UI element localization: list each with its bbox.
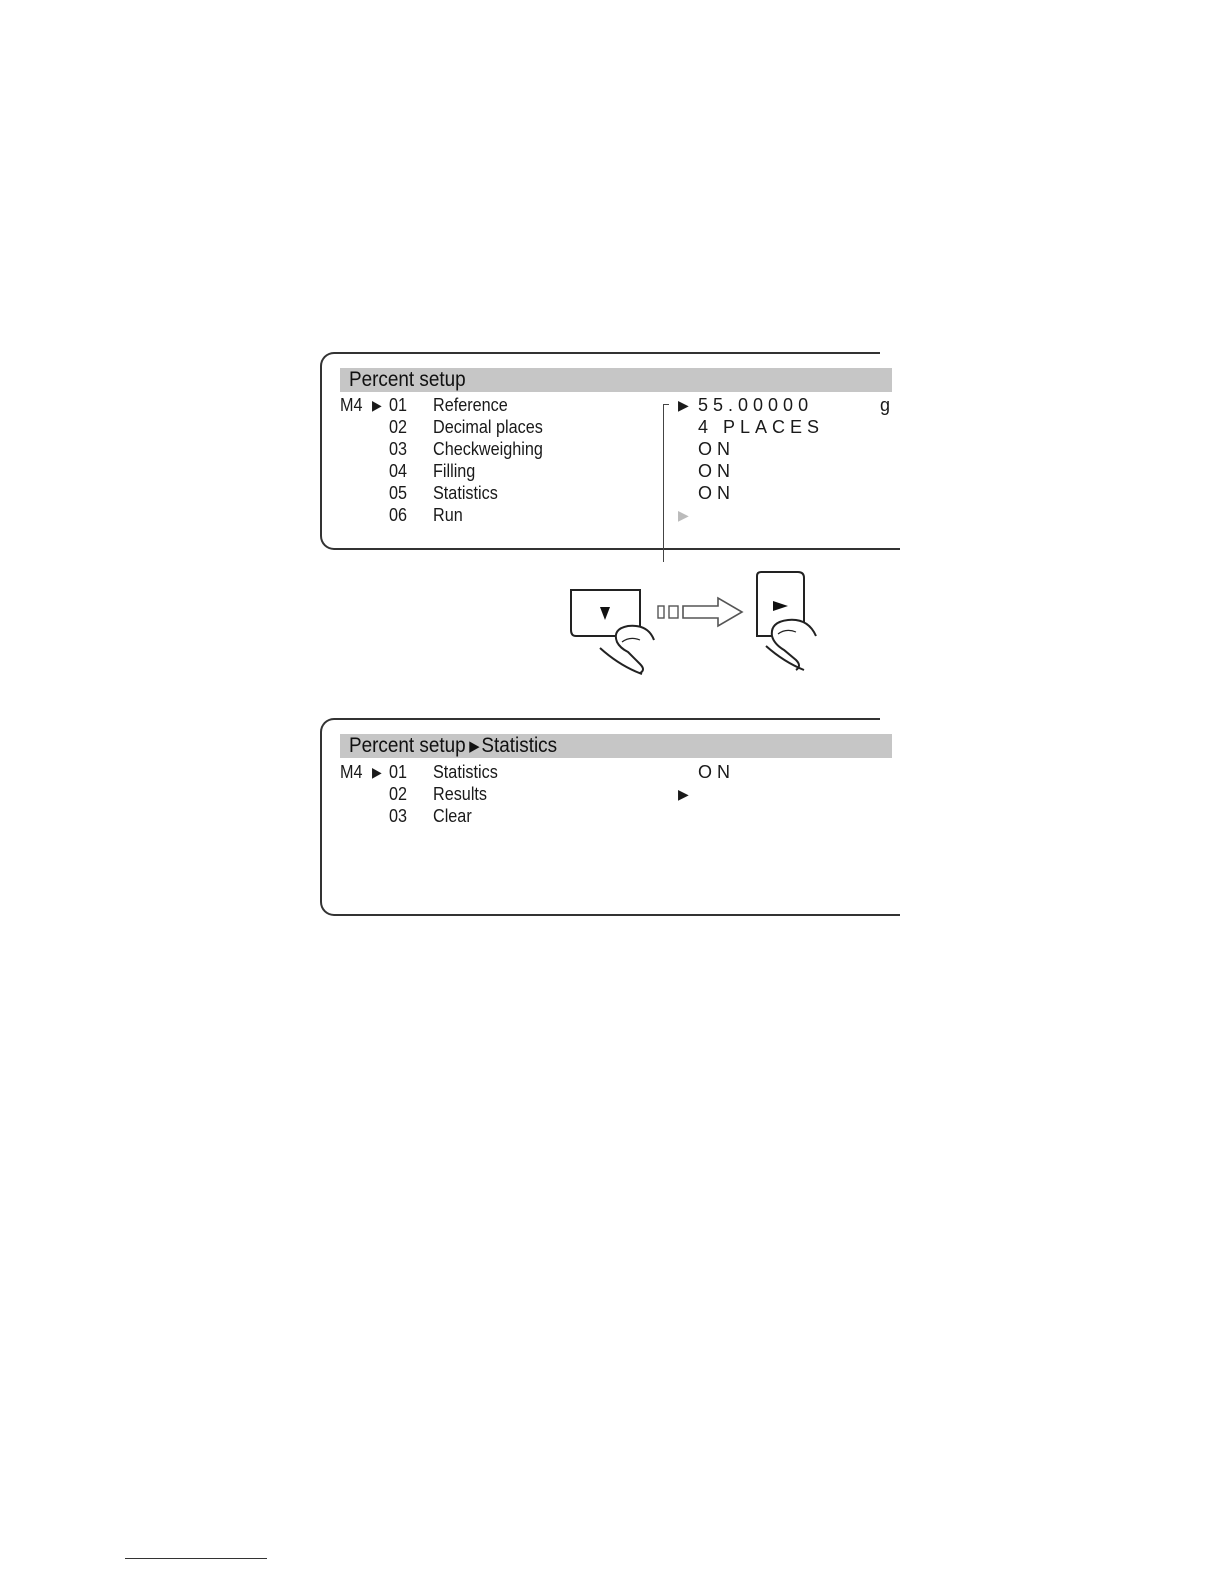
statistics-value: ON (698, 762, 735, 782)
menu-item-reference[interactable]: Reference (433, 395, 508, 415)
filling-value: ON (698, 461, 735, 481)
screen-title-main: Percent setup (349, 734, 466, 757)
mode-label: M4 (340, 762, 363, 782)
menu-item-number: 03 (389, 439, 408, 459)
connector-line (663, 404, 669, 562)
menu-item-statistics[interactable]: Statistics (433, 762, 498, 782)
menu-item-filling[interactable]: Filling (433, 461, 476, 481)
menu-item-number: 05 (389, 483, 408, 503)
menu-item-clear[interactable]: Clear (433, 806, 472, 826)
title-bar (340, 368, 892, 392)
menu-item-number: 06 (389, 505, 408, 525)
screen-title-sub: Statistics (481, 734, 558, 757)
reference-value: 55.00000 (698, 395, 814, 415)
key-press-illustration (560, 566, 830, 680)
menu-item-number: 01 (389, 762, 408, 782)
menu-item-number: 02 (389, 784, 408, 804)
screen-title: Percent setup (349, 368, 466, 391)
statistics-value: ON (698, 483, 735, 503)
menu-item-run[interactable]: Run (433, 505, 463, 525)
submenu-arrow-icon: ▶ (678, 786, 689, 802)
mode-label: M4 (340, 395, 363, 415)
selection-cursor-icon: ▶ (372, 764, 382, 780)
menu-item-decimal-places[interactable]: Decimal places (433, 417, 543, 437)
percent-setup-screen (320, 352, 900, 550)
menu-item-number: 01 (389, 395, 408, 415)
run-arrow-icon: ▶ (678, 507, 689, 523)
selection-cursor-icon: ▶ (372, 397, 382, 413)
breadcrumb-arrow-icon: ▶ (469, 738, 480, 755)
submenu-arrow-icon: ▶ (678, 397, 689, 413)
percent-setup-statistics-screen (320, 718, 900, 916)
footnote-rule (125, 1558, 267, 1559)
menu-item-number: 04 (389, 461, 408, 481)
menu-item-results[interactable]: Results (433, 784, 488, 804)
checkweighing-value: ON (698, 439, 735, 459)
right-key[interactable] (757, 572, 816, 670)
menu-item-number: 03 (389, 806, 408, 826)
menu-item-checkweighing[interactable]: Checkweighing (433, 439, 543, 459)
screen-title (349, 734, 557, 759)
down-key[interactable] (571, 590, 654, 674)
menu-item-number: 02 (389, 417, 408, 437)
decimal-places-value: 4 PLACES (698, 417, 825, 437)
dashed-right-arrow-icon (658, 598, 742, 626)
menu-item-statistics[interactable]: Statistics (433, 483, 498, 503)
reference-unit: g (880, 395, 891, 415)
title-bar (340, 734, 892, 758)
